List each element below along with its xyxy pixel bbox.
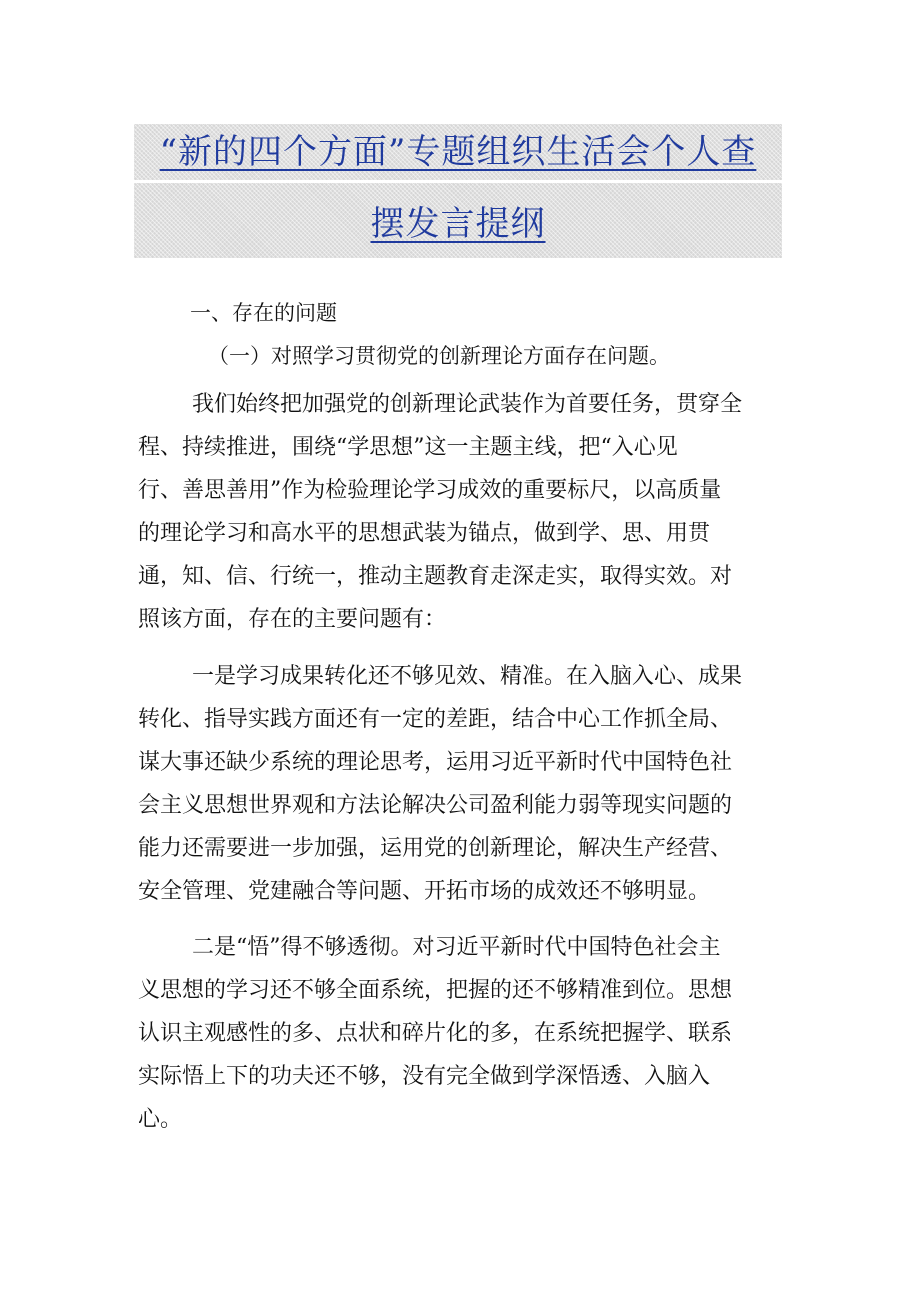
paragraph-3	[138, 926, 778, 1141]
paragraph-line: 的理论学习和高水平的思想武装为锚点，做到学、思、用贯	[138, 521, 711, 546]
paragraph-line: 安全管理、党建融合等问题、开拓市场的成效还不够明显。	[138, 879, 711, 904]
paragraph-line: 义思想的学习还不够全面系统，把握的还不够精准到位。思想	[138, 978, 733, 1003]
paragraph-2	[138, 655, 778, 913]
paragraph-line: 程、持续推进，围绕“学思想”这一主题主线，把“入心见	[138, 435, 678, 460]
section-heading: 一、存在的问题	[190, 301, 337, 325]
paragraph-line: 认识主观感性的多、点状和碎片化的多，在系统把握学、联系	[138, 1021, 733, 1046]
paragraph-line: 心。	[138, 1107, 183, 1132]
paragraph-1	[138, 383, 778, 641]
paragraph-line: 谋大事还缺少系统的理论思考，运用习近平新时代中国特色社	[138, 750, 733, 775]
paragraph-line: 照该方面，存在的主要问题有：	[138, 607, 447, 632]
paragraph-line: 二是“悟”得不够透彻。对习近平新时代中国特色社会主	[192, 935, 721, 960]
paragraph-line: 转化、指导实践方面还有一定的差距，结合中心工作抓全局、	[138, 707, 733, 732]
paragraph-line: 能力还需要进一步加强，运用党的创新理论，解决生产经营、	[138, 836, 733, 861]
paragraph-line: 行、善思善用”作为检验理论学习成效的重要标尺，以高质量	[138, 478, 722, 503]
document-title-line-2: 摆发言提纲	[370, 204, 546, 244]
paragraph-line: 我们始终把加强党的创新理论武装作为首要任务，贯穿全	[192, 392, 743, 417]
section-subheading: （一）对照学习贯彻党的创新理论方面存在问题。	[208, 344, 670, 368]
title-band-1	[134, 124, 782, 180]
paragraph-line: 实际悟上下的功夫还不够，没有完全做到学深悟透、入脑入	[138, 1064, 711, 1089]
paragraph-line: 通，知、信、行统一，推动主题教育走深走实，取得实效。对	[138, 564, 733, 589]
title-band-2	[134, 183, 782, 258]
document-title-line-1: “新的四个方面”专题组织生活会个人查	[159, 132, 757, 172]
paragraph-line: 会主义思想世界观和方法论解决公司盈利能力弱等现实问题的	[138, 793, 733, 818]
paragraph-line: 一是学习成果转化还不够见效、精准。在入脑入心、成果	[192, 664, 743, 689]
